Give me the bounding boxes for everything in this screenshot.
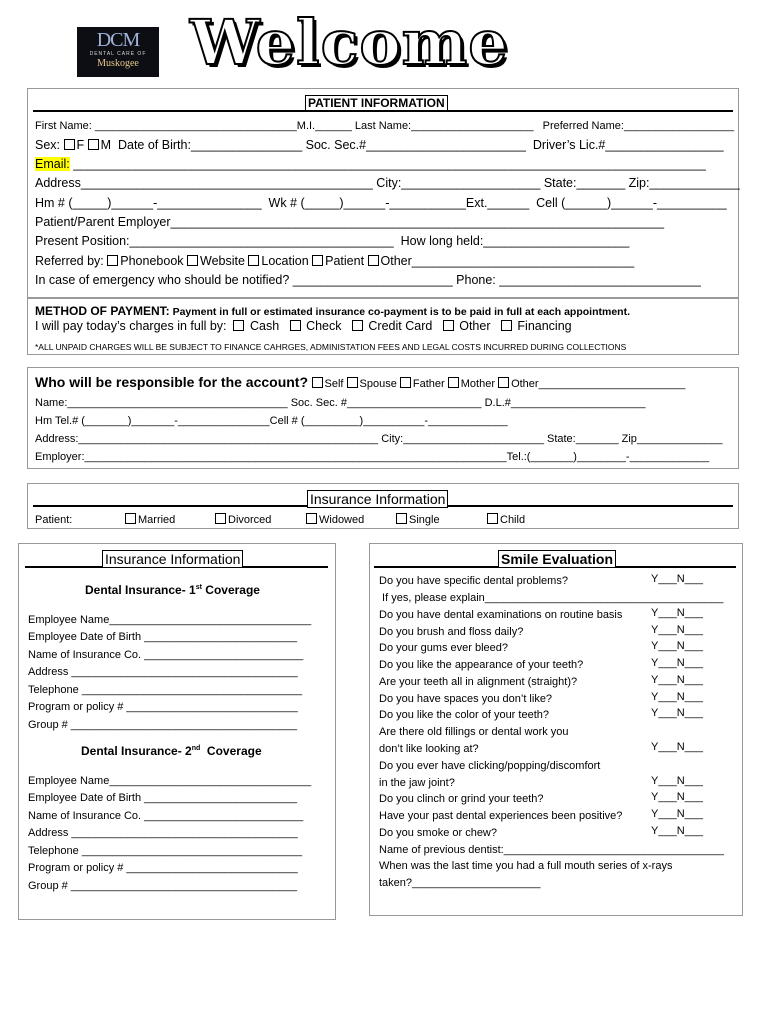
payment-note: Payment in full or estimated insurance co-payment is to be paid in full at each appointment.	[169, 306, 631, 318]
smile-q5-yn[interactable]: Y___N___	[651, 657, 703, 669]
ins2-employee-name[interactable]: Employee Name_________________________________	[28, 775, 312, 787]
position-row[interactable]: Present Position:______________________________________ How long held:_____________________	[35, 234, 630, 248]
pay-financing-checkbox[interactable]	[501, 320, 512, 331]
referred-option: Phonebook	[120, 254, 187, 268]
pay-cash-checkbox[interactable]	[233, 320, 244, 331]
pay-check-checkbox[interactable]	[290, 320, 301, 331]
pay-option: Cash	[249, 319, 280, 333]
coverage1-text-b: Coverage	[201, 583, 260, 597]
smile-q6: Are your teeth all in alignment (straight)?	[379, 676, 578, 688]
resp-father-checkbox[interactable]	[400, 377, 411, 388]
smile-q11: Do you clinch or grind your teeth?	[379, 793, 544, 805]
phone-row[interactable]: Hm # (_____)______-_______________ Wk # (_____)______-___________Ext.______ Cell (______)______-__________	[35, 196, 727, 210]
pay-other-checkbox[interactable]	[443, 320, 454, 331]
ins2-telephone[interactable]: Telephone ____________________________________	[28, 845, 303, 857]
widowed-label: Widowed	[319, 514, 365, 526]
sex-dob-row[interactable]	[35, 137, 724, 153]
child-label: Child	[500, 514, 526, 526]
smile-q6-yn[interactable]: Y___N___	[651, 674, 703, 686]
smile-q5: Do you like the appearance of your teeth?	[379, 659, 584, 671]
coverage1-heading	[85, 580, 260, 598]
resp-employer-row[interactable]: Employer:_____________________________________________________________________Tel.:(_______)________-_____________	[35, 451, 710, 463]
welcome-title: Welcome	[190, 6, 509, 79]
smile-q7: Do you have spaces you don’t like?	[379, 693, 553, 705]
address-row[interactable]: Address__________________________________________ City:____________________ State:_______ Zip:_____________	[35, 176, 740, 190]
name-row[interactable]: First Name: _________________________________M.I.______ Last Name:____________________ Preferred Name:__________________	[35, 120, 735, 132]
resp-other-checkbox[interactable]	[498, 377, 509, 388]
ins2-employee-dob[interactable]: Employee Date of Birth _________________________	[28, 792, 298, 804]
insurance-heading: Insurance Information	[307, 490, 448, 508]
coverage2-text: Dental Insurance- 2	[81, 744, 192, 758]
resp-self-checkbox[interactable]	[312, 377, 323, 388]
resp-phone-row[interactable]: Hm Tel.# (_______)_______-_______________Cell # (_________)__________-_____________	[35, 415, 508, 427]
smile-q12-yn[interactable]: Y___N___	[651, 808, 703, 820]
logo-line2: Muskogee	[97, 58, 139, 69]
resp-other-field[interactable]: ________________________	[538, 378, 686, 390]
responsible-heading-row[interactable]	[35, 374, 685, 392]
ins1-group[interactable]: Group # _____________________________________	[28, 719, 298, 731]
pay-credit-checkbox[interactable]	[352, 320, 363, 331]
smile-q15: When was the last time you had a full mouth series of x-rays	[379, 860, 673, 872]
dob-ssn-license-fields: M Date of Birth:________________ Soc. Sec.#_______________________ Driver’s Lic.#_________________	[100, 138, 724, 152]
smile-q9: Are there old fillings or dental work you	[379, 726, 569, 738]
responsible-heading: Who will be responsible for the account?	[35, 374, 309, 390]
resp-option: Spouse	[359, 378, 400, 390]
ins1-company[interactable]: Name of Insurance Co. __________________________	[28, 649, 304, 661]
smile-q1-yn[interactable]: Y___N___	[651, 573, 703, 585]
referred-other-checkbox[interactable]	[368, 255, 379, 266]
smile-q9-cont: don’t like looking at?	[379, 743, 479, 755]
divorced-label: Divorced	[228, 514, 272, 526]
referred-option: Location	[261, 254, 313, 268]
smile-q4-yn[interactable]: Y___N___	[651, 640, 703, 652]
smile-q2: Do you have dental examinations on routine basis	[379, 609, 623, 621]
employer-row[interactable]: Patient/Parent Employer_______________________________________________________________________	[35, 215, 665, 229]
referred-patient-checkbox[interactable]	[312, 255, 323, 266]
smile-q10-cont: in the jaw joint?	[379, 777, 455, 789]
patient-info-heading: PATIENT INFORMATION	[305, 95, 448, 111]
marital-label: Patient:	[35, 514, 73, 526]
practice-logo	[77, 27, 159, 77]
smile-q7-yn[interactable]: Y___N___	[651, 691, 703, 703]
smile-q3-yn[interactable]: Y___N___	[651, 624, 703, 636]
pay-option: Financing	[517, 319, 572, 333]
marital-single[interactable]	[396, 512, 440, 528]
divorced-checkbox[interactable]	[215, 513, 226, 524]
resp-option: Mother	[460, 378, 499, 390]
smile-q11-yn[interactable]: Y___N___	[651, 791, 703, 803]
married-checkbox[interactable]	[125, 513, 136, 524]
smile-q12: Have your past dental experiences been positive?	[379, 810, 623, 822]
referred-option: Patient	[325, 254, 368, 268]
referred-website-checkbox[interactable]	[187, 255, 198, 266]
ins1-telephone[interactable]: Telephone ____________________________________	[28, 684, 303, 696]
coverage1-sup: st	[195, 584, 202, 591]
coverage1-text: Dental Insurance- 1	[85, 583, 196, 597]
single-label: Single	[409, 514, 440, 526]
smile-q8: Do you like the color of your teeth?	[379, 709, 549, 721]
sex-label: Sex:	[35, 138, 64, 152]
smile-q14[interactable]: Name of previous dentist:____________________________________	[379, 844, 724, 856]
coverage2-text-b: Coverage	[200, 744, 262, 758]
smile-q10: Do you ever have clicking/popping/discomfort	[379, 760, 601, 772]
email-row[interactable]	[35, 156, 706, 172]
ins2-company[interactable]: Name of Insurance Co. __________________________	[28, 810, 304, 822]
pay-option: Other	[459, 319, 491, 333]
resp-option: Father	[412, 378, 448, 390]
payment-line: I will pay today’s charges in full by:	[35, 319, 227, 333]
smile-q9-yn[interactable]: Y___N___	[651, 741, 703, 753]
logo-line1: DENTAL CARE OF	[89, 51, 147, 57]
smile-q13-yn[interactable]: Y___N___	[651, 825, 703, 837]
referred-row[interactable]	[35, 253, 634, 269]
referred-phonebook-checkbox[interactable]	[107, 255, 118, 266]
smile-q10-yn[interactable]: Y___N___	[651, 775, 703, 787]
coverage2-sup: nd	[191, 745, 201, 752]
smile-q4: Do your gums ever bleed?	[379, 642, 509, 654]
pay-option: Check	[306, 319, 342, 333]
single-checkbox[interactable]	[396, 513, 407, 524]
smile-q1: Do you have specific dental problems?	[379, 575, 568, 587]
email-label: Email:	[35, 157, 70, 171]
insurance-left-heading: Insurance Information	[102, 550, 243, 568]
sex-female-checkbox[interactable]	[64, 139, 75, 150]
referred-option: Website	[200, 254, 249, 268]
marital-married[interactable]	[125, 512, 175, 528]
widowed-checkbox[interactable]	[306, 513, 317, 524]
smile-heading: Smile Evaluation	[498, 550, 616, 568]
ins2-policy[interactable]: Program or policy # ____________________________	[28, 862, 298, 874]
resp-address-row[interactable]: Address:_________________________________________________ City:_______________________ State:_______ Zip______________	[35, 433, 723, 445]
ins1-policy[interactable]: Program or policy # ____________________________	[28, 701, 298, 713]
married-label: Married	[138, 514, 176, 526]
referred-label: Referred by:	[35, 254, 108, 268]
payment-disclaimer: *ALL UNPAID CHARGES WILL BE SUBJECT TO FINANCE CAHRGES, ADMINISTATION FEES AND LEGAL COSTS INCURRED DURING COLLECTIONS	[35, 342, 627, 352]
referred-option: Other	[380, 254, 412, 268]
ins1-employee-dob[interactable]: Employee Date of Birth _________________________	[28, 631, 298, 643]
resp-mother-checkbox[interactable]	[448, 377, 459, 388]
coverage2-heading	[81, 741, 262, 759]
referred-other-field[interactable]: ________________________________	[411, 254, 635, 268]
emergency-row[interactable]: In case of emergency who should be notified? _______________________ Phone: _____________________________	[35, 273, 701, 287]
smile-q2-yn[interactable]: Y___N___	[651, 607, 703, 619]
email-field[interactable]: ___________________________________________________________________________________________	[69, 157, 706, 171]
ins2-group[interactable]: Group # _____________________________________	[28, 880, 298, 892]
resp-option: Other	[511, 378, 539, 390]
resp-spouse-checkbox[interactable]	[347, 377, 358, 388]
smile-q15-field[interactable]: taken?_____________________	[379, 877, 541, 889]
ins1-employee-name[interactable]: Employee Name_________________________________	[28, 614, 312, 626]
ins1-address[interactable]: Address _____________________________________	[28, 666, 298, 678]
payment-options-row	[35, 318, 572, 334]
payment-heading: METHOD OF PAYMENT:	[35, 304, 170, 318]
sex-male-checkbox[interactable]	[88, 139, 99, 150]
referred-location-checkbox[interactable]	[248, 255, 259, 266]
logo-monogram: DCM	[96, 29, 140, 51]
smile-q1-explain[interactable]: If yes, please explain_______________________________________	[379, 592, 724, 604]
pay-option: Credit Card	[368, 319, 433, 333]
smile-q8-yn[interactable]: Y___N___	[651, 707, 703, 719]
marital-child[interactable]	[487, 512, 525, 528]
ins2-address[interactable]: Address _____________________________________	[28, 827, 298, 839]
resp-option: Self	[324, 378, 347, 390]
resp-name-row[interactable]: Name:____________________________________ Soc. Sec. #______________________ D.L.#______________________	[35, 397, 646, 409]
sex-female-label: F	[76, 138, 88, 152]
smile-q13: Do you smoke or chew?	[379, 827, 497, 839]
child-checkbox[interactable]	[487, 513, 498, 524]
marital-divorced[interactable]	[215, 512, 271, 528]
smile-q3: Do you brush and floss daily?	[379, 626, 524, 638]
marital-widowed[interactable]	[306, 512, 364, 528]
